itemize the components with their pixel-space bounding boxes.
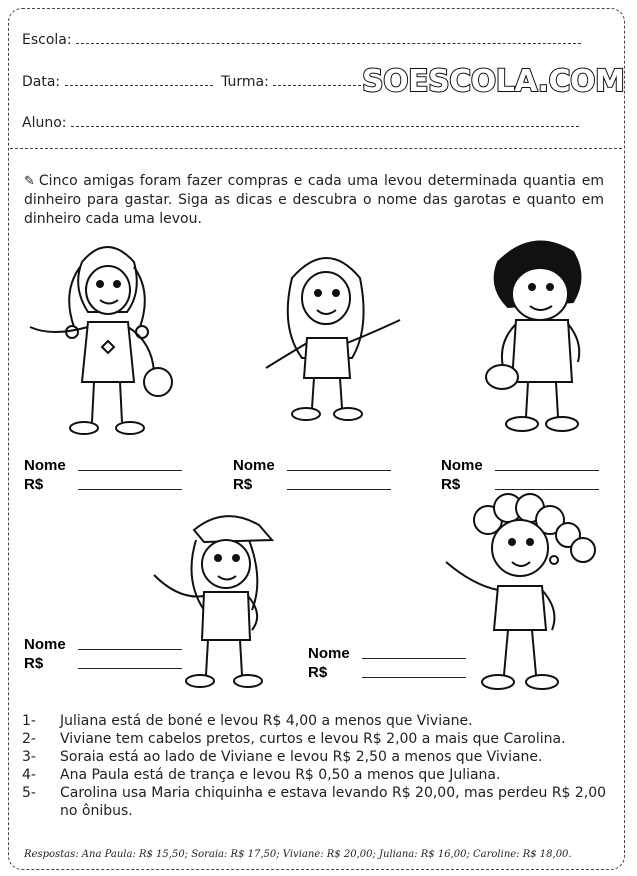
- money-label-5: R$: [308, 664, 328, 681]
- girl-short-dark-hair-illustration: [478, 232, 608, 440]
- date-row: [22, 74, 361, 90]
- girl-curly-hair-illustration: [428, 490, 608, 700]
- name-line-5[interactable]: [362, 658, 466, 659]
- money-line-1[interactable]: [78, 489, 182, 490]
- clues-list: [22, 712, 612, 820]
- money-label-2: R$: [233, 476, 253, 493]
- clue-item: 2- Viviane tem cabelos pretos, curtos e levou R$ 2,00 a mais que Carolina.: [22, 731, 566, 747]
- money-line-5[interactable]: [362, 677, 466, 678]
- instructions-text: Cinco amigas foram fazer compras e cada uma levou determinada quantia em dinheiro para gastar. Siga as dicas e descubra o nome das garotas e quanto em dinheiro cada uma levou.: [24, 173, 604, 227]
- clue-item: 3- Soraia está ao lado de Viviane e levou R$ 2,50 a menos que Viviane.: [22, 749, 543, 765]
- money-label-3: R$: [441, 476, 461, 493]
- girl-pigtails-illustration: [22, 232, 192, 442]
- school-label: Escola:: [22, 32, 72, 48]
- name-line-4[interactable]: [78, 649, 182, 650]
- name-line-3[interactable]: [495, 470, 599, 471]
- student-label: Aluno:: [22, 115, 67, 131]
- name-line-1[interactable]: [78, 470, 182, 471]
- money-label-1: R$: [24, 476, 44, 493]
- soescola-logo: SOESCOLA.COM: [362, 64, 625, 99]
- clue-item: 4- Ana Paula está de trança e levou R$ 0,50 a menos que Juliana.: [22, 767, 501, 783]
- name-label-4: Nome: [24, 636, 66, 653]
- name-label-3: Nome: [441, 457, 483, 474]
- name-label-1: Nome: [24, 457, 66, 474]
- student-field[interactable]: [71, 116, 579, 127]
- name-label-5: Nome: [308, 645, 350, 662]
- school-row: [22, 32, 581, 48]
- date-field[interactable]: [65, 75, 213, 86]
- money-label-4: R$: [24, 655, 44, 672]
- school-field[interactable]: [76, 33, 581, 44]
- name-label-2: Nome: [233, 457, 275, 474]
- answer-key: Respostas: Ana Paula: R$ 15,50; Soraia: R$ 17,50; Viviane: R$ 20,00; Juliana: R$ 16,00; Caroline: R$ 18,00.: [24, 849, 572, 860]
- money-line-2[interactable]: [287, 489, 391, 490]
- clue-item: 5- Carolina usa Maria chiquinha e estava levando R$ 20,00, mas perdeu R$ 2,00 no ônibus.: [22, 785, 607, 819]
- header-divider: [10, 148, 622, 149]
- date-label: Data:: [22, 74, 61, 90]
- girl-cap-illustration: [144, 500, 284, 692]
- pencil-icon: ✎: [24, 174, 35, 189]
- class-label: Turma:: [221, 74, 269, 90]
- money-line-4[interactable]: [78, 668, 182, 669]
- instructions: [24, 172, 604, 229]
- name-line-2[interactable]: [287, 470, 391, 471]
- girl-long-hair-illustration: [252, 238, 412, 428]
- clue-item: 1- Juliana está de boné e levou R$ 4,00 a menos que Viviane.: [22, 713, 473, 729]
- class-field[interactable]: [273, 75, 361, 86]
- student-row: [22, 115, 579, 131]
